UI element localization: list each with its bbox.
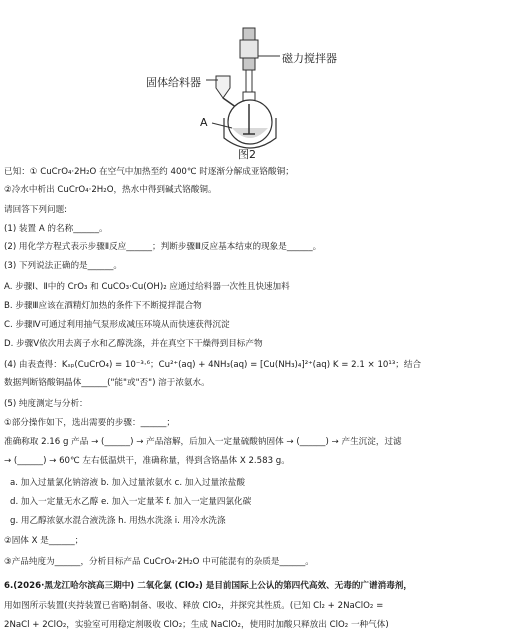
- known-note-2: ②冷水中析出 CuCrO₄·2H₂O，热水中得到碱式铬酸铜。: [4, 185, 217, 195]
- question-4-line-1: (4) 由表查得：Kₛₚ(CuCrO₄) = 10⁻³·⁶；Cu²⁺(aq) + 4NH₃(aq) = [Cu(NH₃)₄]²⁺(aq) K = 2.1 × 10¹³；结合: [4, 360, 422, 370]
- option-a: A. 步骤Ⅰ、Ⅱ中的 CrO₃ 和 CuCO₃·Cu(OH)₂ 应通过给料器一次性且快速加料: [4, 282, 290, 292]
- question-5-part-1: ①部分操作如下，选出需要的步骤：______；: [4, 418, 175, 428]
- known-note-1: 已知：① CuCrO₄·2H₂O 在空气中加热至约 400℃ 时逐渐分解成亚铬酸铜；: [4, 167, 294, 177]
- apparatus-figure: [140, 10, 400, 160]
- answer-prompt: 请回答下列问题:: [4, 205, 68, 215]
- option-c: C. 步骤Ⅳ可通过利用抽气泵形成减压环境从而快速获得沉淀: [4, 320, 230, 330]
- option-d: D. 步骤Ⅴ依次用去离子水和乙醇洗涤，并在真空下干燥得到目标产物: [4, 339, 263, 349]
- procedure-line-1: 准确称取 2.16 g 产品 → (______) → 产品溶解，后加入一定量硫酸钠固体 → (______) → 产生沉淀，过滤: [4, 437, 402, 447]
- problem-6-line-1: 6.(2026·黑龙江哈尔滨高三期中) 二氧化氯 (ClO₂) 是目前国际上公认的第四代高效、无毒的广谱消毒剂，: [4, 581, 412, 591]
- option-b: B. 步骤Ⅲ应该在酒精灯加热的条件下不断搅拌混合物: [4, 301, 202, 311]
- procedure-line-2: → (______) → 60℃ 左右低温烘干，准确称量，得到含铬晶体 X 2.583 g。: [4, 456, 290, 466]
- figure-caption: 图2: [238, 148, 256, 161]
- problem-6-line-2: 用如图所示装置(夹持装置已省略)制备、吸收、释放 ClO₂，并探究其性质。(已知 Cl₂ + 2NaClO₂ =: [4, 601, 384, 611]
- question-5-part-2: ②固体 X 是______；: [4, 536, 84, 546]
- stirrer-label: 磁力搅拌器: [282, 52, 337, 65]
- choice-row-1: a. 加入过量氯化钠溶液 b. 加入过量浓氨水 c. 加入过量浓盐酸: [10, 478, 245, 488]
- question-3: (3) 下列说法正确的是______。: [4, 261, 123, 271]
- question-5: (5) 纯度测定与分析：: [4, 399, 88, 409]
- question-2: (2) 用化学方程式表示步骤Ⅱ反应______；判断步骤Ⅲ反应基本结束的现象是______。: [4, 242, 322, 252]
- feeder-label: 固体给料器: [146, 76, 201, 89]
- question-1: (1) 装置 A 的名称______。: [4, 224, 108, 234]
- question-4-line-2: 数据判断铬酸铜晶体______("能"或"否") 溶于浓氨水。: [4, 378, 210, 388]
- question-5-part-3: ③产品纯度为______，分析目标产品 CuCrO₄·2H₂O 中可能混有的杂质是______。: [4, 557, 314, 567]
- part-a-label: A: [200, 116, 208, 129]
- problem-6-line-3: 2NaCl + 2ClO₂，实验室可用稳定剂吸收 ClO₂；生成 NaClO₂，使用时加酸只释放出 ClO₂ 一种气体): [4, 620, 389, 630]
- choice-row-3: g. 用乙醇浓氨水混合液洗涤 h. 用热水洗涤 i. 用冷水洗涤: [10, 516, 226, 526]
- choice-row-2: d. 加入一定量无水乙醇 e. 加入一定量苯 f. 加入一定量四氯化碳: [10, 497, 252, 507]
